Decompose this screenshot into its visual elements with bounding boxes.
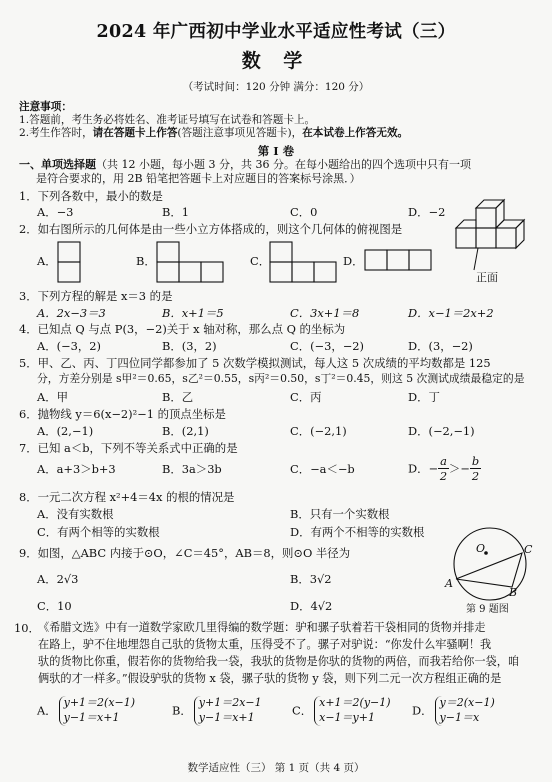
q7-d-frac1-num: a: [440, 454, 447, 468]
notes-line-2: [19, 127, 408, 140]
q10-d-eq2: y−1＝x: [439, 710, 480, 724]
q3-stem: 3．下列方程的解是 x＝3 的是: [19, 289, 173, 303]
q6-stem: 6．抛物线 y＝6(x−2)²−1 的顶点坐标是: [19, 407, 226, 421]
page-footer: 数学适应性（三） 第 1 页（共 4 页）: [187, 762, 365, 774]
q10-option-a[interactable]: [37, 696, 135, 726]
q10-c-eq2: x−1＝y+1: [319, 710, 375, 724]
q10-b-label: B．: [172, 703, 192, 718]
q10-c-eq1: x+1＝2(y−1): [319, 696, 391, 709]
q1-option-d[interactable]: D．−2: [408, 205, 446, 219]
q2-stem: 2．如右图所示的几何体是由一些小立方体搭成的，则这个几何体的俯视图是: [19, 222, 403, 236]
q3-option-a[interactable]: A．2x−3＝3: [37, 306, 106, 320]
q5-stem-2: 分，方差分别是 s甲²＝0.65，s乙²＝0.55，s丙²＝0.50，s丁²＝0.45，则这 5 次测试成绩最稳定的是: [37, 372, 525, 385]
q2-option-d[interactable]: D．: [343, 254, 364, 268]
q3-option-c[interactable]: C．3x+1＝8: [290, 306, 360, 320]
q9-option-c[interactable]: C．10: [37, 599, 72, 613]
q5-option-c[interactable]: C．丙: [290, 390, 322, 404]
q2-option-a-figure: [57, 241, 87, 285]
section1-desc-1: [19, 158, 471, 172]
notes-line-2d: 在本试卷上作答无效。: [302, 127, 409, 139]
q2-option-c-figure: [269, 241, 339, 285]
q10-line-2: 在路上，驴不住地埋怨自己驮的货物太重，压得受不了。骡子对驴说：“你发什么牢骚啊！我: [38, 638, 492, 651]
q7-d-frac2-num: b: [471, 454, 480, 468]
q7-option-b[interactable]: B．3a＞3b: [162, 462, 222, 476]
q9-option-a[interactable]: A．2√3: [37, 572, 79, 586]
q9-option-d[interactable]: D．4√2: [290, 599, 333, 613]
q7-d-prefix: D．−: [408, 461, 439, 476]
q10-d-system: [435, 696, 495, 726]
q7-option-c[interactable]: C．−a＜−b: [290, 462, 355, 476]
q2-option-d-figure: [364, 249, 434, 273]
q10-b-eq2: y−1＝x+1: [198, 710, 255, 724]
q2-option-a[interactable]: A．: [37, 254, 57, 268]
q5-stem-1: 5．甲、乙、丙、丁四位同学都参加了 5 次数学模拟测试，每人这 5 次成绩的平均数都是 125: [19, 356, 491, 370]
q6-option-b[interactable]: B．(2,1): [162, 424, 209, 438]
q8-option-b[interactable]: B．只有一个实数根: [290, 507, 390, 521]
q10-c-system: [314, 696, 390, 726]
q9-label-c: C: [524, 543, 533, 556]
q7-d-frac1: [438, 454, 449, 484]
q10-a-eq2: y−1＝x+1: [63, 710, 120, 724]
q10-a-label: A．: [37, 703, 57, 718]
exam-title: 2024 年广西初中学业水平适应性考试（三）: [96, 22, 456, 42]
q4-option-d[interactable]: D．(3，−2): [408, 339, 473, 353]
q3-option-b[interactable]: B．x+1＝5: [162, 306, 224, 320]
notes-line-2c: (答题注意事项见答题卡)，: [177, 127, 303, 139]
notes-line-2a: 2.考生作答时，: [19, 127, 93, 139]
q9-label-o: O: [476, 542, 486, 555]
q2-option-b-figure: [156, 241, 226, 285]
q5-option-d[interactable]: D．丁: [408, 390, 440, 404]
notes-line-2b: 请在答题卡上作答: [92, 127, 178, 139]
q6-option-c[interactable]: C．(−2,1): [290, 424, 347, 438]
notes-heading: 注意事项：: [19, 101, 72, 113]
q7-d-mid: ＞−: [448, 461, 470, 476]
q2-option-b[interactable]: B．: [136, 254, 156, 268]
q3-option-d[interactable]: D．x−1＝2x+2: [408, 306, 494, 320]
q1-stem: 1．下列各数中，最小的数是: [19, 189, 163, 203]
q5-option-b[interactable]: B．乙: [162, 390, 194, 404]
q8-option-a[interactable]: A．没有实数根: [37, 507, 114, 521]
q9-stem: 9．如图，△ABC 内接于⊙O，∠C＝45°，AB＝8，则⊙O 半径为: [19, 546, 351, 560]
q2-option-c[interactable]: C．: [250, 254, 271, 268]
q10-b-system: [194, 696, 262, 726]
q1-option-a[interactable]: A．−3: [37, 205, 74, 219]
q1-option-c[interactable]: C．0: [290, 205, 318, 219]
section1-heading: 一、单项选择题: [19, 158, 96, 171]
q4-option-b[interactable]: B．(3，2): [162, 339, 217, 353]
subject-title: 数 学: [241, 50, 311, 72]
q10-c-label: C．: [292, 703, 313, 718]
q7-option-a[interactable]: A．a+3＞b+3: [37, 462, 116, 476]
q7-d-frac2-den: 2: [471, 469, 480, 484]
q7-d-frac2: [470, 454, 481, 484]
q10-line-1: 《希腊文选》中有一道数学家欧几里得编的数学题：驴和骡子驮着若干袋相同的货物并排走: [38, 621, 486, 634]
q9-figure: [440, 526, 540, 602]
q4-stem: 4．已知点 Q 与点 P(3，−2)关于 x 轴对称，那么点 Q 的坐标为: [19, 322, 346, 336]
q7-option-d[interactable]: [408, 454, 481, 484]
q6-option-a[interactable]: A．(2,−1): [37, 424, 94, 438]
notes-line-1: 1.答题前，考生务必将姓名、准考证号填写在试卷和答题卡上。: [19, 114, 316, 126]
q10-option-d[interactable]: [412, 696, 495, 726]
q8-option-d[interactable]: D．有两个不相等的实数根: [290, 525, 425, 539]
q10-option-b[interactable]: [172, 696, 262, 726]
section1-desc-1-text: （共 12 小题，每小题 3 分，共 36 分。在每小题给出的四个选项中只有一项: [96, 158, 471, 171]
q4-option-a[interactable]: A．(−3，2): [37, 339, 101, 353]
q10-a-system: [59, 696, 135, 726]
q9-caption: 第 9 题图: [466, 604, 509, 615]
time-info: （考试时间：120 分钟 满分：120 分）: [182, 81, 370, 93]
q10-option-c[interactable]: [292, 696, 391, 726]
q10-d-eq1: y＝2(x−1): [439, 696, 495, 709]
q8-option-c[interactable]: C．有两个相等的实数根: [37, 525, 160, 539]
q9-option-b[interactable]: B．3√2: [290, 572, 332, 586]
q10-line-3: 驮的货物比你重，假若你的货物给我一袋，我驮的货物是你驮的货物的两倍，而我若给你一袋，咱: [38, 655, 520, 668]
section1-desc-2: 是符合要求的，用 2B 铅笔把答题卡上对应题目的答案标号涂黑．）: [36, 172, 361, 185]
q5-option-a[interactable]: A．甲: [37, 390, 69, 404]
q4-option-c[interactable]: C．(−3，−2): [290, 339, 364, 353]
q1-option-b[interactable]: B．1: [162, 205, 190, 219]
q2-front-label: 正面: [476, 271, 498, 284]
q7-d-frac1-den: 2: [439, 469, 448, 484]
volume-title: 第 I 卷: [257, 144, 295, 158]
q10-d-label: D．: [412, 703, 433, 718]
q9-label-b: B: [509, 586, 518, 599]
q7-stem: 7．已知 a＜b，下列不等关系式中正确的是: [19, 441, 238, 455]
q9-label-a: A: [445, 577, 453, 590]
q10-a-eq1: y+1＝2(x−1): [63, 696, 136, 709]
q8-stem: 8．一元二次方程 x²+4＝4x 的根的情况是: [19, 490, 235, 504]
q10-num: 10．: [14, 621, 40, 635]
q6-option-d[interactable]: D．(−2,−1): [408, 424, 475, 438]
q10-line-4: 俩驮的才一样多。”假设驴驮的货物 x 袋，骡子驮的货物 y 袋，则下列二元一次方程组正确的是: [38, 672, 502, 685]
q10-b-eq1: y+1＝2x−1: [198, 696, 262, 709]
